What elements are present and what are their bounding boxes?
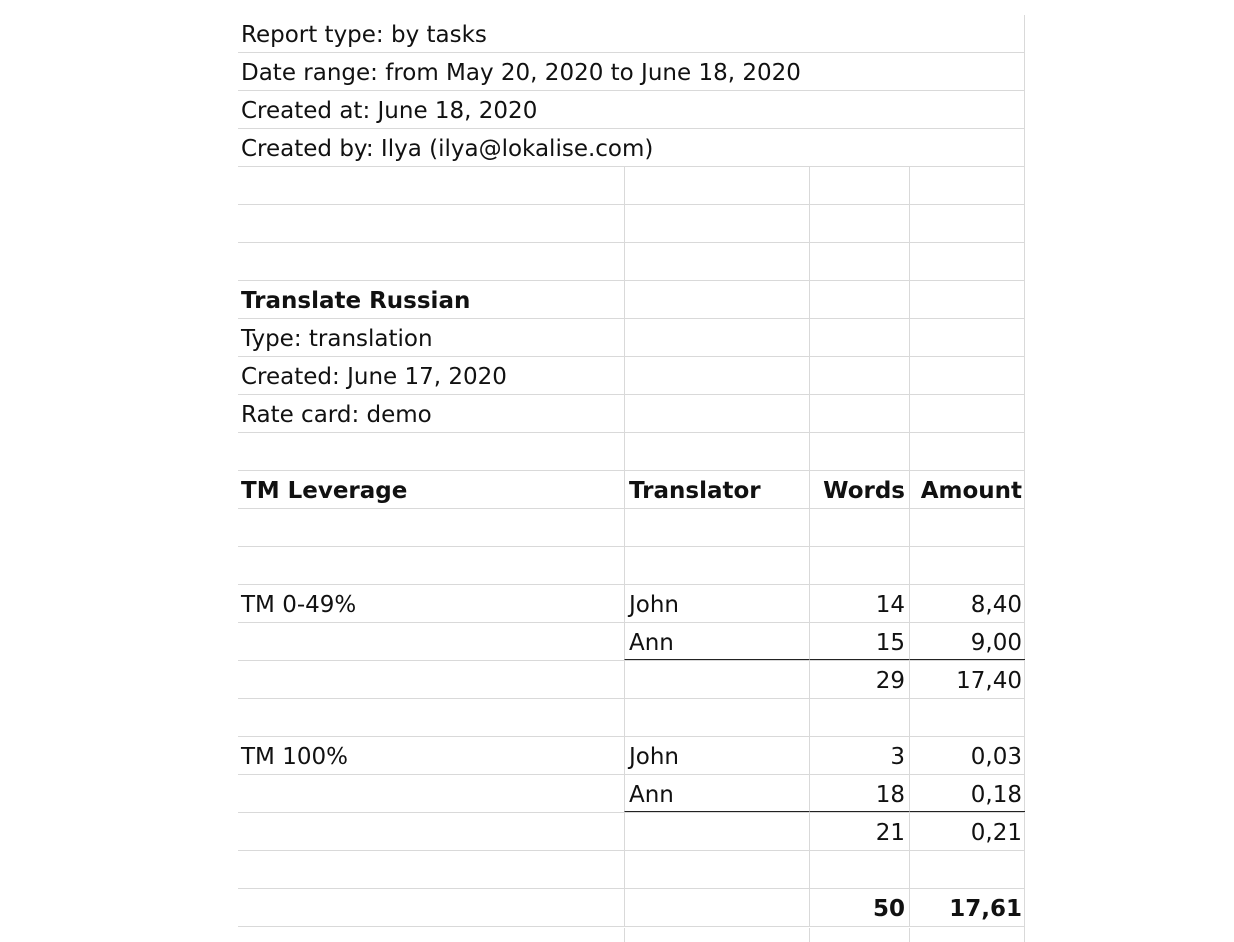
subtotal-amount-cell[interactable]: 0,21 [909,813,1025,850]
gridline-tail [909,928,910,942]
empty-cell[interactable] [624,889,809,926]
total-words-cell[interactable]: 50 [809,889,909,926]
amount-cell[interactable]: 8,40 [909,585,1025,622]
table-row [238,775,1025,813]
empty-cell[interactable] [909,357,1025,394]
empty-cell[interactable] [238,509,624,546]
empty-cell[interactable] [624,433,809,470]
words-cell[interactable]: 18 [809,775,909,812]
row-created-by [238,129,1025,167]
words-cell[interactable]: 15 [809,623,909,660]
total-row [238,889,1025,927]
empty-cell[interactable] [238,205,624,242]
empty-cell[interactable] [909,167,1025,204]
empty-cell[interactable] [909,547,1025,584]
empty-row [238,167,1025,205]
empty-cell[interactable] [809,243,909,280]
words-cell[interactable]: 14 [809,585,909,622]
empty-cell[interactable] [909,433,1025,470]
created-by-cell[interactable]: Created by: Ilya (ilya@lokalise.com) [241,136,654,162]
empty-cell[interactable] [809,205,909,242]
empty-row [238,243,1025,281]
row-report-type [238,15,1025,53]
subtotal-words-cell[interactable]: 21 [809,813,909,850]
empty-cell[interactable] [238,623,624,660]
empty-cell[interactable] [809,699,909,736]
empty-cell[interactable] [238,433,624,470]
empty-cell[interactable] [624,509,809,546]
empty-cell[interactable] [238,775,624,812]
subtotal-words-cell[interactable]: 29 [809,661,909,698]
empty-cell[interactable] [909,319,1025,356]
empty-cell[interactable] [238,547,624,584]
empty-cell[interactable] [238,167,624,204]
empty-cell[interactable] [809,433,909,470]
empty-cell[interactable] [809,509,909,546]
empty-cell[interactable] [624,243,809,280]
empty-cell[interactable] [624,395,809,432]
header-tm-leverage[interactable]: TM Leverage [241,478,408,504]
gridline-tail [624,928,625,942]
empty-cell[interactable] [238,699,624,736]
empty-row [238,205,1025,243]
header-translator[interactable]: Translator [624,471,809,508]
empty-cell[interactable] [624,851,809,888]
empty-cell[interactable] [238,243,624,280]
empty-row [238,433,1025,471]
empty-cell[interactable] [624,281,809,318]
empty-cell[interactable] [809,357,909,394]
empty-cell[interactable] [238,889,624,926]
table-row [238,737,1025,775]
task-type-cell[interactable]: Type: translation [241,326,433,352]
empty-cell[interactable] [809,167,909,204]
task-created-cell[interactable]: Created: June 17, 2020 [241,364,507,390]
amount-cell[interactable]: 0,18 [909,775,1025,812]
empty-cell[interactable] [624,357,809,394]
subtotal-amount-cell[interactable]: 17,40 [909,661,1025,698]
created-at-cell[interactable]: Created at: June 18, 2020 [241,98,538,124]
empty-cell[interactable] [624,699,809,736]
empty-cell[interactable] [624,167,809,204]
empty-cell[interactable] [809,319,909,356]
row-task-created [238,357,1025,395]
header-amount[interactable]: Amount [909,471,1025,508]
gridline-tail [809,928,810,942]
rate-card-cell[interactable]: Rate card: demo [241,402,432,428]
row-date-range [238,53,1025,91]
empty-cell[interactable] [809,281,909,318]
translator-cell[interactable]: Ann [624,623,809,660]
subtotal-row [238,813,1025,851]
task-title-cell[interactable]: Translate Russian [241,288,471,314]
leverage-cell[interactable]: TM 0-49% [241,592,357,618]
empty-cell[interactable] [909,699,1025,736]
subtotal-row [238,661,1025,699]
empty-cell[interactable] [624,547,809,584]
empty-cell[interactable] [809,851,909,888]
words-cell[interactable]: 3 [809,737,909,774]
empty-cell[interactable] [909,243,1025,280]
table-row [238,585,1025,623]
total-amount-cell[interactable]: 17,61 [909,889,1025,926]
empty-cell[interactable] [909,851,1025,888]
empty-cell[interactable] [238,851,624,888]
empty-row [238,699,1025,737]
empty-cell[interactable] [909,509,1025,546]
empty-cell[interactable] [624,205,809,242]
translator-cell[interactable]: Ann [624,775,809,812]
empty-cell[interactable] [909,205,1025,242]
empty-row [238,547,1025,585]
row-column-headers [238,471,1025,509]
empty-row [238,851,1025,889]
translator-cell[interactable]: John [624,737,809,774]
empty-cell[interactable] [238,813,624,850]
leverage-cell[interactable]: TM 100% [241,744,348,770]
translator-cell[interactable]: John [624,585,809,622]
empty-cell[interactable] [624,661,809,698]
header-words[interactable]: Words [809,471,909,508]
empty-row [238,509,1025,547]
row-task-title [238,281,1025,319]
amount-cell[interactable]: 9,00 [909,623,1025,660]
empty-cell[interactable] [624,813,809,850]
row-rate-card [238,395,1025,433]
row-created-at [238,91,1025,129]
empty-cell[interactable] [238,661,624,698]
empty-cell[interactable] [809,547,909,584]
empty-cell[interactable] [809,395,909,432]
report-type-cell[interactable]: Report type: by tasks [241,22,487,48]
empty-cell[interactable] [909,281,1025,318]
date-range-cell[interactable]: Date range: from May 20, 2020 to June 18, 2020 [241,60,801,86]
spreadsheet [238,15,1025,927]
empty-cell[interactable] [909,395,1025,432]
empty-cell[interactable] [624,319,809,356]
table-row [238,623,1025,661]
amount-cell[interactable]: 0,03 [909,737,1025,774]
row-task-type [238,319,1025,357]
